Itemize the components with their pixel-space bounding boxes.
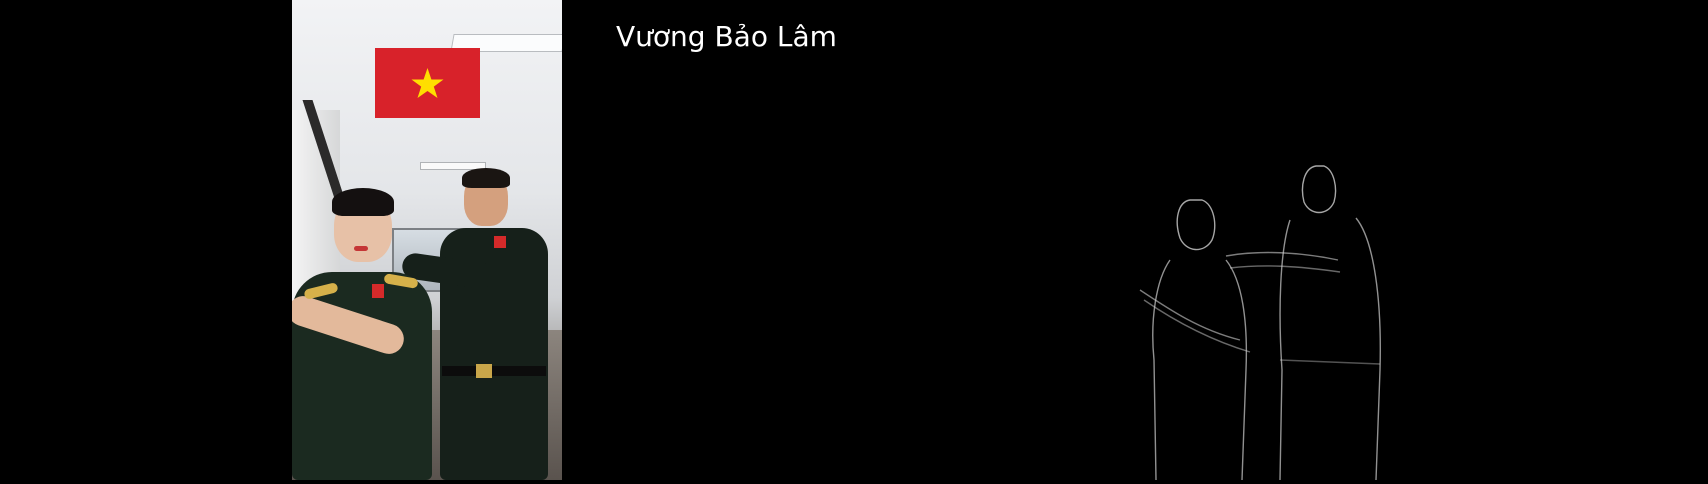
edge-silhouette-view [1130, 160, 1430, 480]
man-collar-badge [494, 236, 506, 248]
video-frame [292, 0, 562, 480]
woman-lips [354, 246, 368, 251]
man-hair [462, 168, 510, 188]
flag-graphic [375, 48, 480, 118]
vietnam-flag-icon [375, 48, 480, 118]
caption-title: Vương Bảo Lâm [616, 20, 837, 53]
man-belt [442, 366, 546, 376]
woman-hair [332, 188, 394, 216]
woman-collar-badge [372, 284, 384, 298]
edge-silhouette-graphic [1130, 160, 1430, 480]
man-buckle [476, 364, 492, 378]
